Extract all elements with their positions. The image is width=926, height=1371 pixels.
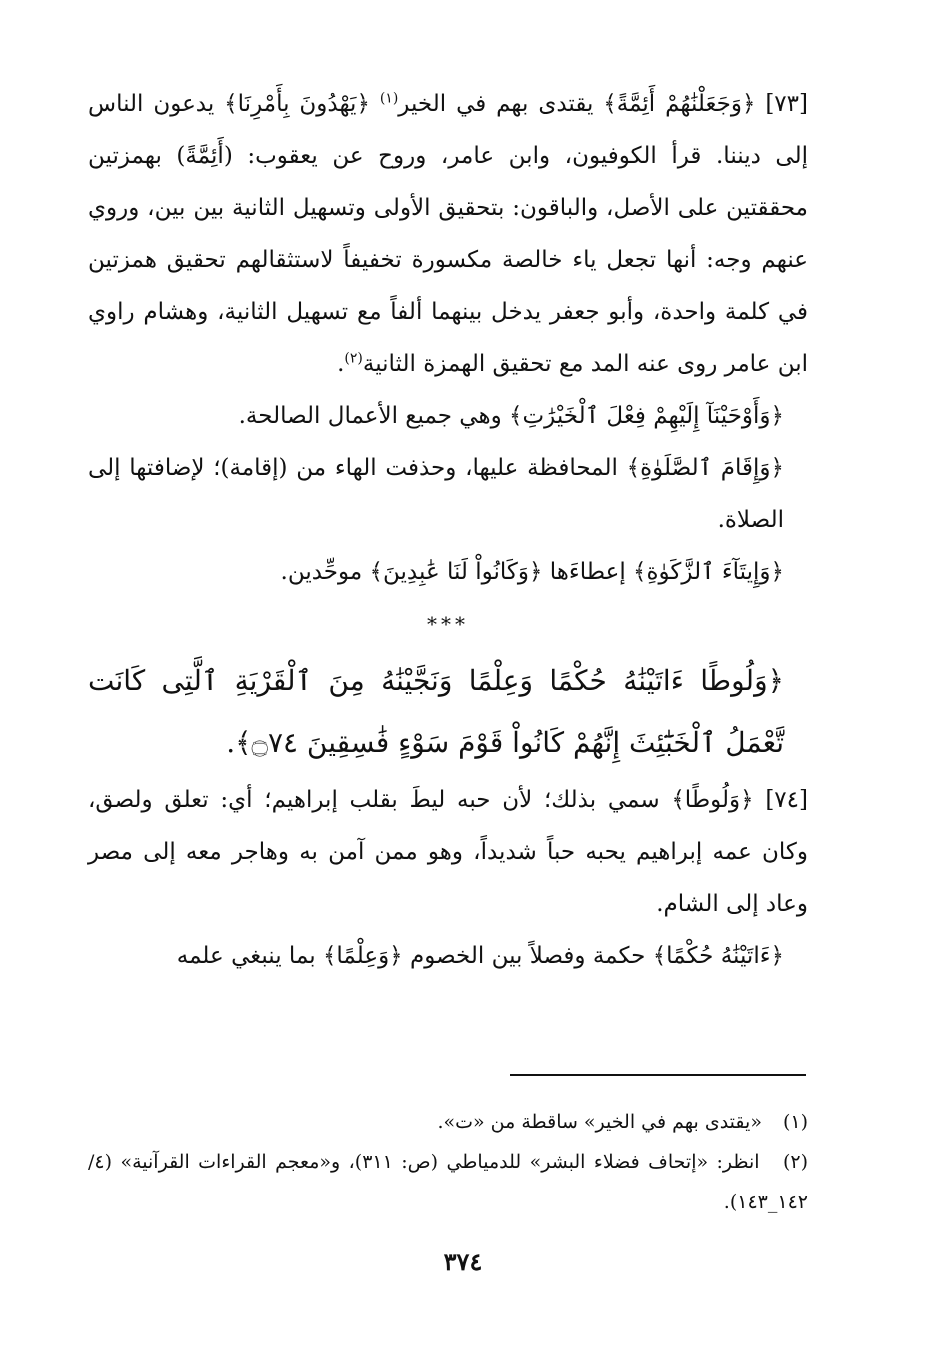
footnote-1-text: «يقتدى بهم في الخير» ساقطة من «ت».	[437, 1111, 762, 1133]
verse-73-commentary: ﴿يَهْدُونَ بِأَمْرِنَا﴾ يدعون الناس إلى ديننا. قرأ الكوفيون، وابن عامر، وروح عن يعقوب: (أَئِمَّةً) بهمزتين محققتين على الأصل، والباقون: بتحقيق الأولى وتسهيل الثانية بين بين، وروي عنهم وجه: أنها تجعل ياء خالصة مكسورة تخفيفاً لاستثقالهم تحقيق همزتين في كلمة واحدة، وأبو جعفر يدخل بينهما ألفاً مع تسهيل الثانية، وهشام راوي ابن عامر روى عنه المد مع تحقيق الهمزة الثانية	[88, 91, 808, 377]
footnotes-section	[88, 1102, 808, 1222]
footnote-ref-2[interactable]: (٢)	[344, 350, 363, 367]
footnote-divider	[510, 1074, 806, 1076]
paragraph-verse-74: [٧٤] ﴿وَلُوطًا﴾ سمي بذلك؛ لأن حبه ليطَ بقلب إبراهيم؛ أي: تعلق ولصق، وكان عمه إبراهيم يحبه حباً شديداً، وهو ممن آمن به وهاجر معه إلى مصر وعاد إلى الشام.	[88, 787, 808, 917]
paragraph-wisdom: ﴿ءَاتَيْنَٰهُ حُكْمًا﴾ حكمة وفصلاً بين الخصوم ﴿وَعِلْمًا﴾ بما ينبغي علمه	[176, 943, 784, 969]
verse-73-intro: [٧٣] ﴿وَجَعَلْنَٰهُمْ أَئِمَّةً﴾ يقتدى بهم في الخير	[398, 91, 808, 117]
footnote-ref-1[interactable]: (١)	[379, 90, 399, 107]
paragraph-zakat: ﴿وَإِيتَآءَ ٱلزَّكَوٰةِ﴾ إعطاءَها ﴿وَكَانُواْ لَنَا عَٰبِدِينَ﴾ موحِّدين.	[280, 559, 784, 585]
footnote-1-number: (١)	[782, 1111, 808, 1133]
page-number: ٣٧٤	[443, 1247, 483, 1276]
paragraph-prayer: ﴿وَإِقَامَ ٱلصَّلَوٰةِ﴾ المحافظة عليها، وحذفت الهاء من (إقامة)؛ لإضافتها إلى الصلاة.	[88, 455, 784, 533]
main-text	[88, 78, 808, 982]
footnote-1	[88, 1102, 808, 1142]
footnote-2-number: (٢)	[782, 1151, 809, 1173]
footnote-2-text: انظر: «إتحاف فضلاء البشر» للدمياطي (ص: ٣١١)، و«معجم القراءات القرآنية» (٤/ ١٤٢_١٤٣).	[88, 1151, 808, 1213]
paragraph-verse-73	[88, 78, 808, 390]
quran-verse-74: ﴿وَلُوطًا ءَاتَيْنَٰهُ حُكْمًا وَعِلْمًا وَنَجَّيْنَٰهُ مِنَ ٱلْقَرْيَةِ ٱلَّتِى كَانَت تَّعْمَلُ ٱلْخَبَٰٓئِثَ إِنَّهُمْ كَانُواْ قَوْمَ سَوْءٍ فَٰسِقِينَ ۝٧٤﴾.	[88, 664, 784, 759]
footnote-2	[88, 1142, 808, 1222]
verse-73-end: .	[337, 351, 345, 377]
section-separator: ***	[427, 612, 469, 636]
paragraph-good-deeds: ﴿وَأَوْحَيْنَآ إِلَيْهِمْ فِعْلَ ٱلْخَيْرَٰتِ﴾ وهي جميع الأعمال الصالحة.	[238, 403, 784, 429]
